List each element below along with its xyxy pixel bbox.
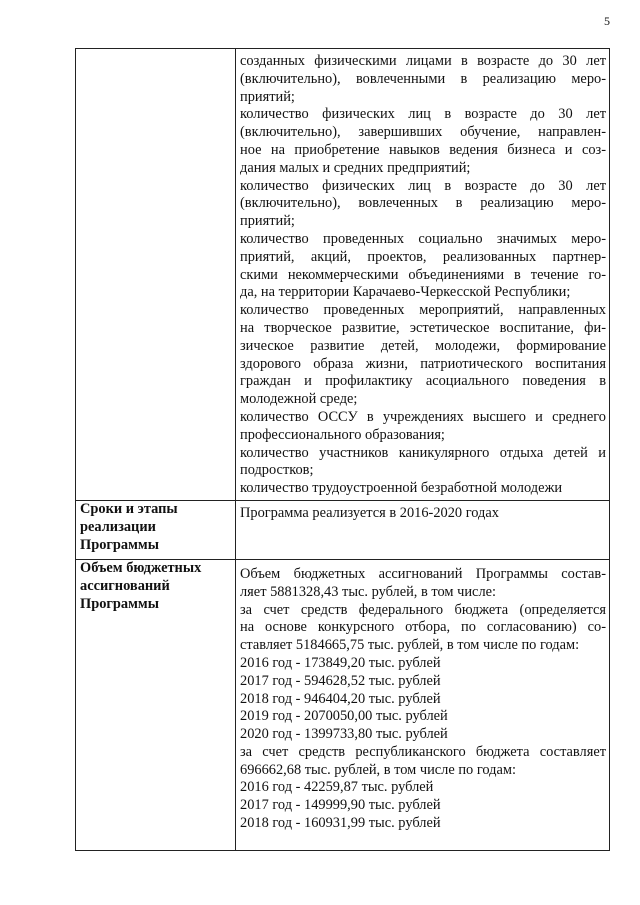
text-line: количество проведенных мероприятий, направленных bbox=[240, 302, 606, 319]
text-line: подростков; bbox=[240, 462, 314, 479]
text-line: Объем бюджетных ассигнований Программы состав- bbox=[240, 565, 606, 582]
text-line: граждан и профилактику асоциального поведения в bbox=[240, 373, 606, 390]
row-label: Объем бюджетных ассигнований Программы bbox=[76, 559, 236, 850]
row-content bbox=[236, 559, 610, 850]
text-line: на творческое развитие, эстетическое воспитание, фи- bbox=[240, 319, 606, 336]
text-line: за счет средств федерального бюджета (определяется bbox=[240, 601, 606, 618]
text-line: количество участников каникулярного отдыха детей и bbox=[240, 444, 606, 461]
text-line: ное на приобретение навыков ведения бизнеса и соз- bbox=[240, 141, 606, 158]
table-row-budget bbox=[76, 559, 610, 850]
text-line: 2016 год - 42259,87 тыс. рублей bbox=[240, 779, 434, 796]
text-line: (включительно), вовлеченных в реализацию меро- bbox=[240, 195, 606, 212]
text-line: количество физических лиц в возрасте до 30 лет bbox=[240, 106, 606, 123]
text-line: количество физических лиц в возрасте до 30 лет bbox=[240, 177, 606, 194]
text-line: (включительно), вовлеченными в реализацию меро- bbox=[240, 70, 606, 87]
text-line: количество проведенных социально значимых меро- bbox=[240, 230, 606, 247]
text-line: скими некоммерческими объединениями в течение го- bbox=[240, 266, 606, 283]
text-line: созданных физическими лицами в возрасте до 30 лет bbox=[240, 53, 606, 69]
text-line: здорового образа жизни, патриотического воспитания bbox=[240, 355, 606, 372]
text-line: приятий; bbox=[240, 88, 295, 105]
table-row-indicators bbox=[76, 49, 610, 501]
text-line: профессионального образования; bbox=[240, 426, 445, 443]
text-line: ставляет 5184665,75 тыс. рублей, в том числе по годам: bbox=[240, 637, 580, 654]
text-line: (включительно), завершивших обучение, направлен- bbox=[240, 124, 606, 141]
text-line: 2016 год - 173849,20 тыс. рублей bbox=[240, 654, 441, 671]
row-label bbox=[76, 49, 236, 501]
text-line: на основе конкурсного отбора, по согласованию) со- bbox=[240, 619, 606, 636]
table-row-timing bbox=[76, 500, 610, 559]
text-line: 696662,68 тыс. рублей, в том числе по годам: bbox=[240, 761, 516, 778]
text-line: приятий; bbox=[240, 213, 295, 230]
row-label: Сроки и этапы реализации Программы bbox=[76, 500, 236, 559]
text-line: молодежной среде; bbox=[240, 391, 358, 408]
program-passport-table bbox=[75, 48, 610, 851]
text-line: за счет средств республиканского бюджета составляет bbox=[240, 743, 606, 760]
text-line: 2017 год - 149999,90 тыс. рублей bbox=[240, 797, 441, 814]
text-line: 2020 год - 1399733,80 тыс. рублей bbox=[240, 726, 448, 743]
text-line: да, на территории Карачаево-Черкесской Республики; bbox=[240, 284, 571, 301]
text-line: зическое развитие детей, молодежи, формирование bbox=[240, 337, 606, 354]
text-line: 2017 год - 594628,52 тыс. рублей bbox=[240, 672, 441, 689]
text-line: количество трудоустроенной безработной молодежи bbox=[240, 480, 563, 497]
text-line: 2018 год - 160931,99 тыс. рублей bbox=[240, 815, 441, 832]
text-line: 2018 год - 946404,20 тыс. рублей bbox=[240, 690, 441, 707]
text-line: дания малых и средних предприятий; bbox=[240, 159, 471, 176]
text-line: Программа реализуется в 2016-2020 годах bbox=[240, 504, 499, 521]
row-content bbox=[236, 500, 610, 559]
row-content bbox=[236, 49, 610, 501]
text-line: ляет 5881328,43 тыс. рублей, в том числе: bbox=[240, 583, 497, 600]
text-line: 2019 год - 2070050,00 тыс. рублей bbox=[240, 708, 448, 725]
text-line: приятий, акций, проектов, реализованных партнер- bbox=[240, 248, 606, 265]
text-line: количество ОССУ в учреждениях высшего и среднего bbox=[240, 408, 606, 425]
page-number: 5 bbox=[604, 14, 610, 28]
